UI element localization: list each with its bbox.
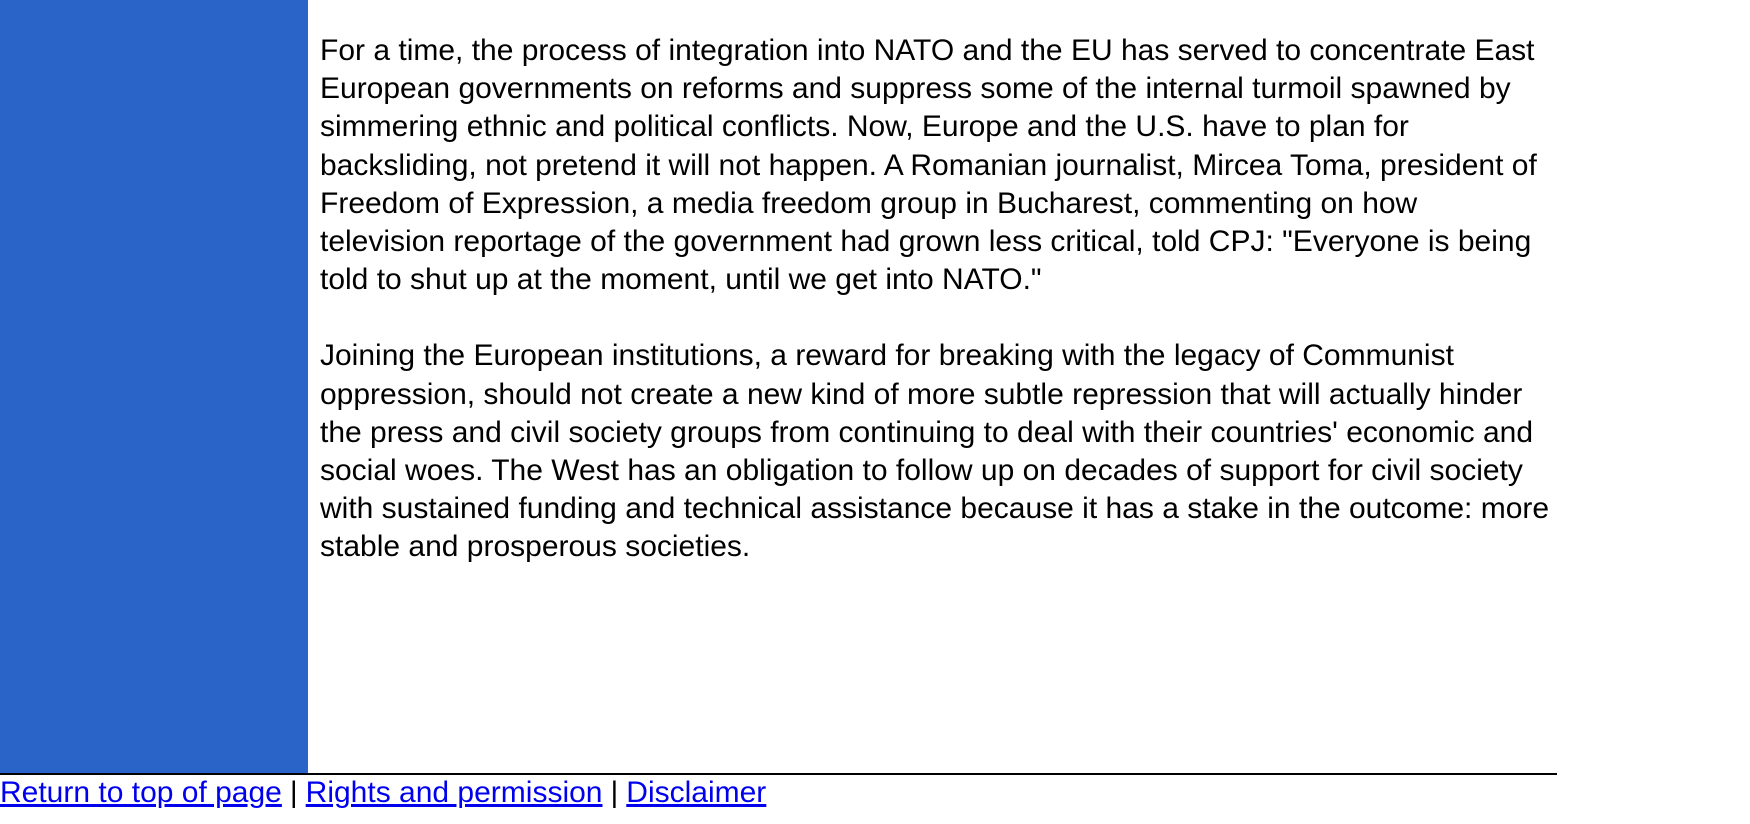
article-body xyxy=(320,32,1550,605)
disclaimer-link[interactable]: Disclaimer xyxy=(626,776,767,809)
rights-and-permission-link[interactable]: Rights and permission xyxy=(305,776,603,809)
article-paragraph: Joining the European institutions, a reward for breaking with the legacy of Communist oppression, should not create a new kind of more subtle repression that will actually hinder the press and civil society groups from continuing to deal with their countries' economic and social woes. The West has an obligation to follow up on decades of support for civil society with sustained funding and technical assistance because it has a stake in the outcome: more stable and prosperous societies. xyxy=(320,339,1550,564)
footer-nav xyxy=(0,774,766,812)
return-to-top-link[interactable]: Return to top of page xyxy=(0,776,282,809)
footer-separator: | xyxy=(610,776,619,809)
sidebar-panel xyxy=(0,0,308,773)
footer-separator: | xyxy=(289,776,298,809)
article-paragraph: For a time, the process of integration into NATO and the EU has served to concentrate East European governments on reforms and suppress some of the internal turmoil spawned by simmering ethnic and political conflicts. Now, Europe and the U.S. have to plan for backsliding, not pretend it will not happen. A Romanian journalist, Mircea Toma, president of Freedom of Expression, a media freedom group in Bucharest, commenting on how television reportage of the government had grown less critical, told CPJ: "Everyone is being told to shut up at the moment, until we get into NATO." xyxy=(320,34,1537,297)
